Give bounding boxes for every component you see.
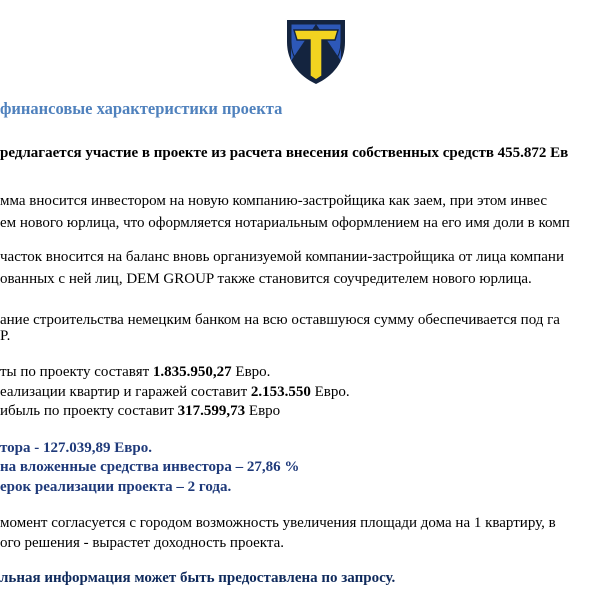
profit-value: 317.599,73	[177, 403, 246, 419]
project-term-line: ерок реализации проекта – 2 года.	[0, 479, 232, 495]
paragraph-3-line-2: P.	[0, 328, 11, 344]
profit-suffix: Евро	[245, 403, 281, 419]
section-heading: финансовые характеристики проекта	[0, 99, 283, 118]
shield-logo-icon	[285, 18, 347, 86]
paragraph-2-line-2: ованных с ней лиц, DEM GROUP также становится соучредителем нового юрлица.	[0, 271, 532, 287]
paragraph-3-line-1: ание строительства немецким банком на всю оставшуюся сумму обеспечивается под га	[0, 312, 560, 328]
costs-line	[0, 363, 270, 381]
revenue-line	[0, 383, 350, 401]
costs-prefix: ты по проекту составят	[0, 364, 153, 380]
paragraph-1-line-1: мма вносится инвестором на новую компанию-застройщика как заем, при этом инвес	[0, 193, 548, 209]
revenue-value: 2.153.550	[250, 384, 311, 400]
profit-prefix: ибыль по проекту составит	[0, 403, 178, 419]
paragraph-2-line-1: часток вносится на баланс вновь организуемой компании-застройщика от лица компани	[0, 249, 564, 265]
intro-line: редлагается участие в проекте из расчета внесения собственных средств 455.872 Ев	[0, 145, 569, 161]
costs-suffix: Евро.	[231, 364, 271, 380]
revenue-prefix: еализации квартир и гаражей составит	[0, 384, 251, 400]
investor-profit-line: тора - 127.039,89 Евро.	[0, 440, 152, 456]
profit-line	[0, 402, 280, 420]
paragraph-1-line-2: ем нового юрлица, что оформляется нотариальным оформлением на его имя доли в комп	[0, 215, 570, 231]
revenue-suffix: Евро.	[310, 384, 350, 400]
return-rate-line: на вложенные средства инвестора – 27,86 %	[0, 459, 300, 475]
footer-note: льная информация может быть предоставлена по запросу.	[0, 570, 396, 586]
costs-value: 1.835.950,27	[152, 364, 232, 380]
paragraph-4-line-2: ого решения - вырастет доходность проекта.	[0, 535, 285, 551]
paragraph-4-line-1: момент согласуется с городом возможность увеличения площади дома на 1 квартиру, в	[0, 515, 556, 531]
